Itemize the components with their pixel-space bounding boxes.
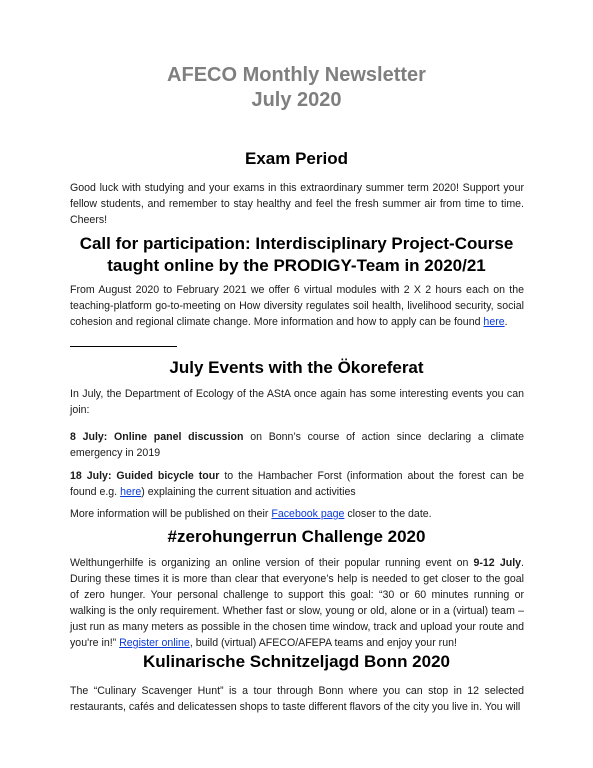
event-bicycle-tour: [70, 468, 524, 500]
prodigy-body: [70, 282, 524, 330]
zerohunger-body: [70, 555, 524, 651]
event1-title: 8 July: Online panel discussion: [70, 431, 244, 443]
exam-body: Good luck with studying and your exams in this extraordinary summer term 2020! Support your fellow students, and remember to stay healthy and feel the fresh summer air from time to time. Cheers!: [70, 182, 524, 226]
zerohunger-text-a: Welthungerhilfe is organizing an online version of their popular running event on: [70, 557, 474, 569]
event2-description-end: ) explaining the current situation and activities: [141, 486, 356, 498]
schnitzeljagd-body: The “Culinary Scavenger Hunt” is a tour through Bonn where you can stop in 12 selected restaurants, cafés and delicatessen shops to taste different flavors of the city you live in. You will: [70, 685, 524, 713]
prodigy-heading: Call for participation: Interdisciplinary Project-Course taught online by the PRODIGY-Team in 2020/21: [79, 234, 514, 275]
event1-description: on Bonn’s course of action since declaring a climate emergency in 2019: [70, 431, 524, 459]
newsletter-title: AFECO Monthly Newsletter: [167, 64, 426, 86]
section-divider: [70, 346, 177, 347]
prodigy-here-link[interactable]: here: [483, 316, 505, 328]
register-online-link[interactable]: Register online: [119, 637, 190, 649]
oekoreferat-intro: In July, the Department of Ecology of the AStA once again has some interesting events you can join:: [70, 388, 524, 416]
prodigy-body-end: .: [504, 316, 508, 328]
event2-title: 18 July: Guided bicycle tour: [70, 470, 220, 482]
oekoreferat-more-info: [70, 506, 524, 522]
schnitzeljagd-heading: Kulinarische Schnitzeljagd Bonn 2020: [142, 652, 451, 671]
zerohunger-dates: 9-12 July: [473, 557, 522, 569]
prodigy-body-text: From August 2020 to February 2021 we offer 6 virtual modules with 2 X 2 hours each on the teaching-platform go-to-meeting on How diversity regulates soil health, livelihood security, social cohesion and regional climate change. More information and how to apply can be found: [70, 284, 524, 328]
zerohunger-text-c: , build (virtual) AFECO/AFEPA teams and enjoy your run!: [189, 637, 457, 649]
facebook-page-link[interactable]: Facebook page: [271, 508, 345, 520]
exam-heading: Exam Period: [245, 149, 348, 168]
zerohunger-heading: #zerohungerrun Challenge 2020: [167, 527, 426, 546]
more-info-text: More information will be published on their: [70, 508, 272, 520]
oekoreferat-heading: July Events with the Ökoreferat: [169, 358, 424, 377]
more-info-end: closer to the date.: [344, 508, 432, 520]
event2-description: to the Hambacher Forst (information about the forest can be found e.g.: [70, 470, 524, 498]
newsletter-date: July 2020: [251, 89, 342, 111]
event-panel-discussion: [70, 429, 524, 461]
zerohunger-text-b: . During these times it is more than clear that everyone’s help is needed to get closer to the goal of zero hunger. Your personal challenge to support this goal: “30 or 60 minutes running or walking is the only requirement. Whether fast or slow, young or old, alone or in a (virtual) team – just run as many meters as possible in the chosen time window, track and upload your route and you're in!”: [70, 557, 524, 649]
hambacher-forst-link[interactable]: here: [120, 486, 142, 498]
